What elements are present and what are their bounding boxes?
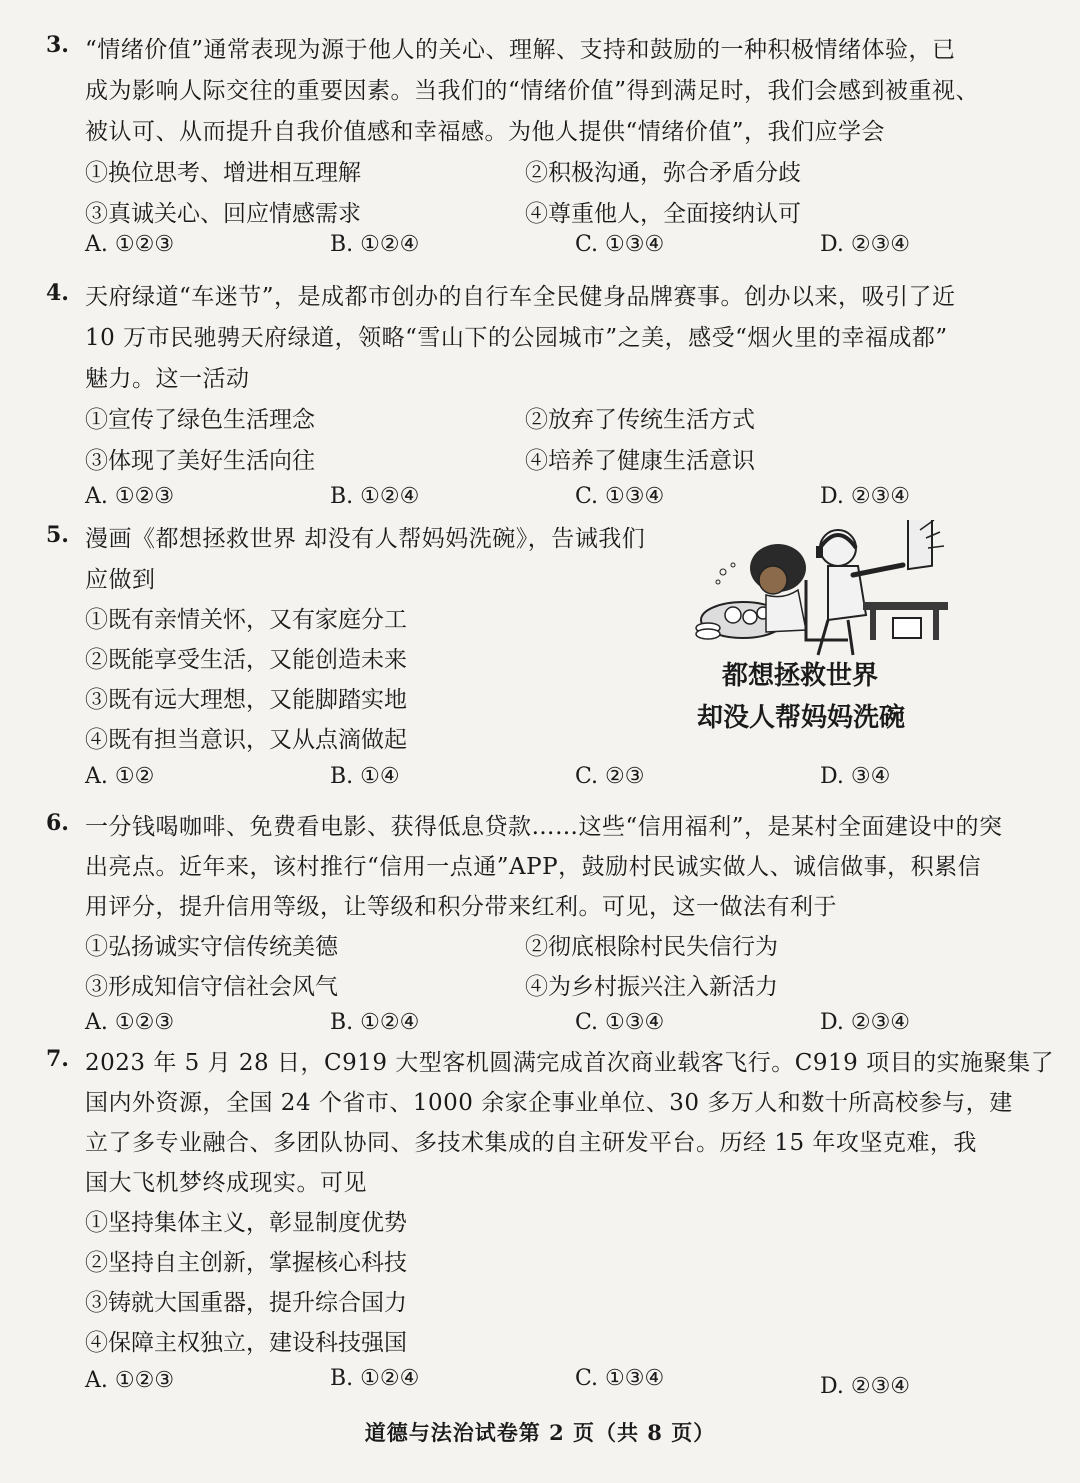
statement-option: ③既有远大理想，又能脚踏实地 xyxy=(85,687,407,713)
question-text-line: 国大飞机梦终成现实。可见 xyxy=(85,1170,367,1196)
question-text-line: 用评分，提升信用等级，让等级和积分带来红利。可见，这一做法有利于 xyxy=(85,894,837,920)
dish-washing-figure xyxy=(696,544,806,639)
question-text-line: 应做到 xyxy=(85,567,156,593)
statement-option: ④尊重他人，全面接纳认可 xyxy=(525,201,801,227)
question-text-line: 成为影响人际交往的重要因素。当我们的“情绪价值”得到满足时，我们会感到被重视、 xyxy=(85,78,980,104)
question-number: 6. xyxy=(46,810,69,836)
answer-choice-d: D. ③④ xyxy=(820,764,891,789)
answer-choice-a: A. ①②③ xyxy=(85,484,175,509)
statement-option: ③铸就大国重器，提升综合国力 xyxy=(85,1290,407,1316)
answer-choice-c: C. ①③④ xyxy=(575,1366,665,1391)
cartoon-caption: 却没人帮妈妈洗碗 xyxy=(697,703,906,733)
page-footer: 道德与法治试卷第 2 页（共 8 页） xyxy=(364,1420,716,1445)
answer-choice-d: D. ②③④ xyxy=(820,232,911,257)
question-number: 7. xyxy=(46,1046,69,1072)
question-text-line: 被认可、从而提升自我价值感和幸福感。为他人提供“情绪价值”，我们应学会 xyxy=(85,119,886,145)
answer-choice-b: B. ①④ xyxy=(330,764,400,789)
question-text-line: 10 万市民驰骋天府绿道，领略“雪山下的公园城市”之美，感受“烟火里的幸福成都” xyxy=(85,325,948,351)
statement-option: ③形成知信守信社会风气 xyxy=(85,974,338,1000)
question-text-line: 2023 年 5 月 28 日，C919 大型客机圆满完成首次商业载客飞行。C919 项目的实施聚集了 xyxy=(85,1050,1055,1076)
statement-option: ②既能享受生活，又能创造未来 xyxy=(85,647,407,673)
answer-choice-c: C. ①③④ xyxy=(575,232,665,257)
question-text-line: 立了多专业融合、多团队协同、多技术集成的自主研发平台。历经 15 年攻坚克难，我 xyxy=(85,1130,977,1156)
statement-option: ①坚持集体主义，彰显制度优势 xyxy=(85,1210,407,1236)
answer-choice-a: A. ①②③ xyxy=(85,232,175,257)
question-text-line: 天府绿道“车迷节”，是成都市创办的自行车全民健身品牌赛事。创办以来，吸引了近 xyxy=(85,284,956,310)
answer-choice-b: B. ①②④ xyxy=(330,1010,420,1035)
statement-option: ①宣传了绿色生活理念 xyxy=(85,407,315,433)
question-number: 5. xyxy=(46,522,69,548)
statement-option: ①弘扬诚实守信传统美德 xyxy=(85,934,338,960)
answer-choice-a: A. ①②③ xyxy=(85,1010,175,1035)
gamer-figure xyxy=(806,520,948,655)
statement-option: ④为乡村振兴注入新活力 xyxy=(525,974,778,1000)
answer-choice-a: A. ①②③ xyxy=(85,1368,175,1393)
statement-option: ③真诚关心、回应情感需求 xyxy=(85,201,361,227)
statement-option: ②坚持自主创新，掌握核心科技 xyxy=(85,1250,407,1276)
question-text-line: 魅力。这一活动 xyxy=(85,366,250,392)
answer-choice-d: D. ②③④ xyxy=(820,1010,911,1035)
statement-option: ③体现了美好生活向往 xyxy=(85,448,315,474)
answer-choice-b: B. ①②④ xyxy=(330,232,420,257)
question-text-line: 国内外资源，全国 24 个省市、1000 余家企事业单位、30 多万人和数十所高校参与，建 xyxy=(85,1090,1013,1116)
statement-option: ④保障主权独立，建设科技强国 xyxy=(85,1330,407,1356)
answer-choice-d: D. ②③④ xyxy=(820,484,911,509)
statement-option: ④既有担当意识，又从点滴做起 xyxy=(85,727,407,753)
question-text-line: “情绪价值”通常表现为源于他人的关心、理解、支持和鼓励的一种积极情绪体验，已 xyxy=(85,37,956,63)
statement-option: ②积极沟通，弥合矛盾分歧 xyxy=(525,160,801,186)
question-number: 4. xyxy=(46,280,69,306)
answer-choice-b: B. ①②④ xyxy=(330,484,420,509)
answer-choice-c: C. ①③④ xyxy=(575,484,665,509)
answer-choice-d: D. ②③④ xyxy=(820,1374,911,1399)
answer-choice-c: C. ②③ xyxy=(575,764,645,789)
statement-option: ②放弃了传统生活方式 xyxy=(525,407,755,433)
statement-option: ④培养了健康生活意识 xyxy=(525,448,755,474)
answer-choice-a: A. ①② xyxy=(85,764,155,789)
answer-choice-b: B. ①②④ xyxy=(330,1366,420,1391)
cartoon-caption: 都想拯救世界 xyxy=(722,661,879,691)
answer-choice-c: C. ①③④ xyxy=(575,1010,665,1035)
question-number: 3. xyxy=(46,32,69,58)
question-text-line: 出亮点。近年来，该村推行“信用一点通”APP，鼓励村民诚实做人、诚信做事，积累信 xyxy=(85,854,982,880)
statement-option: ②彻底根除村民失信行为 xyxy=(525,934,778,960)
statement-option: ①换位思考、增进相互理解 xyxy=(85,160,361,186)
question-text-line: 一分钱喝咖啡、免费看电影、获得低息贷款……这些“信用福利”，是某村全面建设中的突 xyxy=(85,814,1003,840)
question-text-line: 漫画《都想拯救世界 却没有人帮妈妈洗碗》，告诫我们 xyxy=(85,526,646,552)
statement-option: ①既有亲情关怀，又有家庭分工 xyxy=(85,607,407,633)
